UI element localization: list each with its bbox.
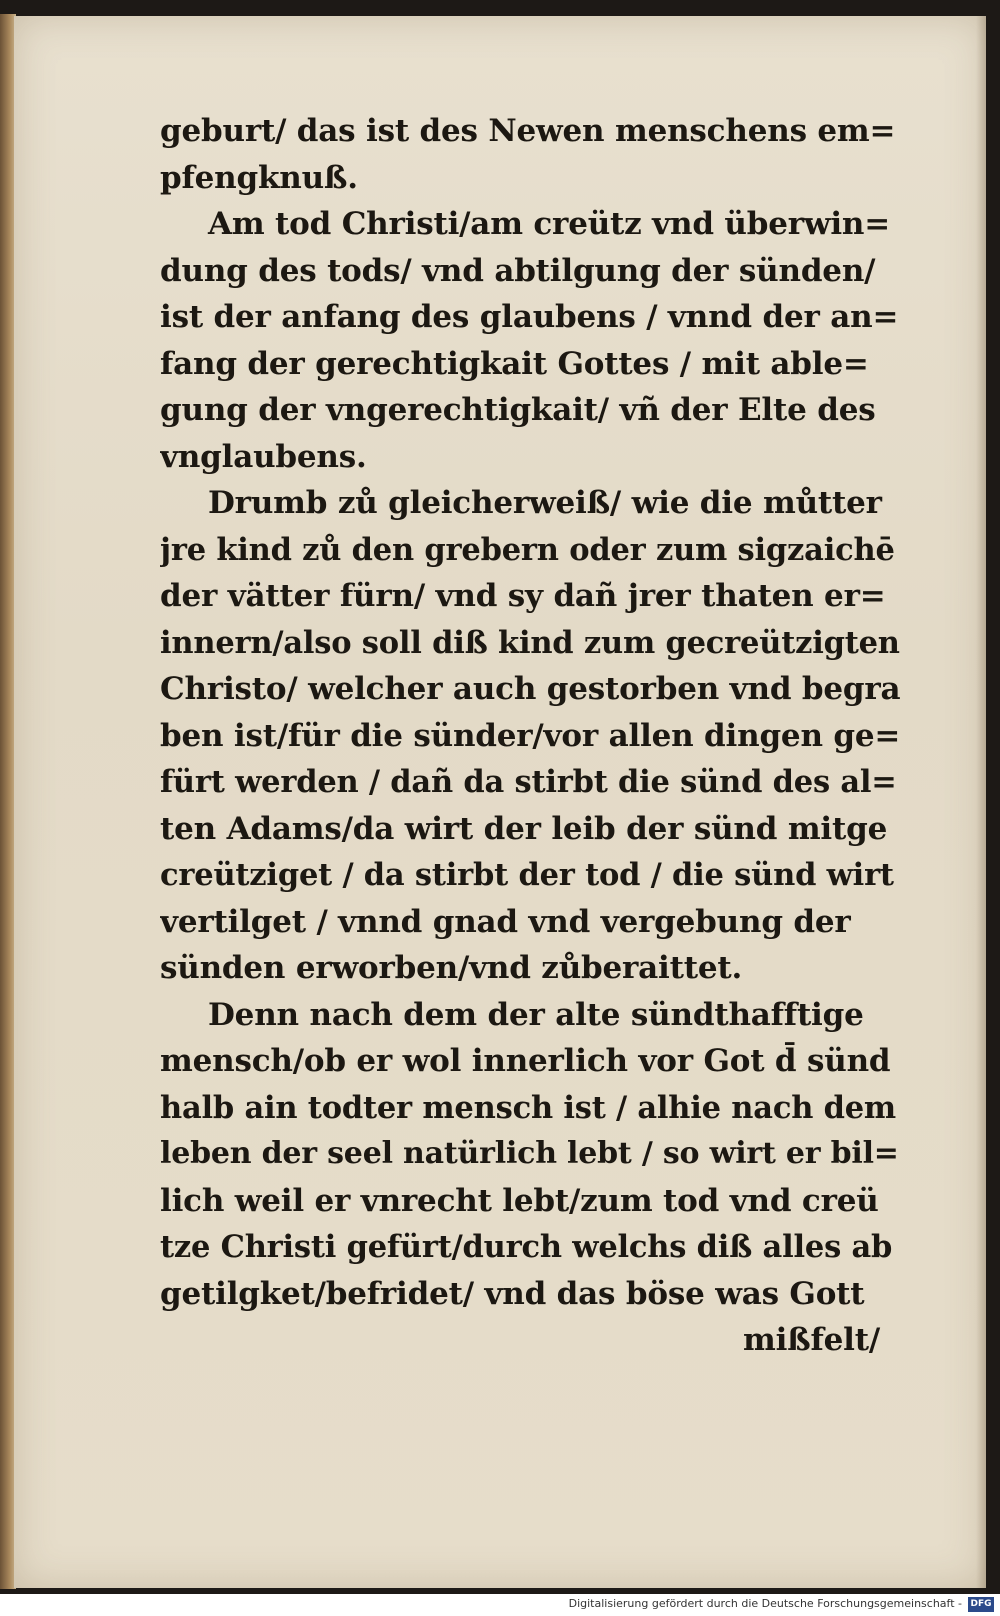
funding-credit: Digitalisierung gefördert durch die Deutsche Forschungsgemeinschaft - xyxy=(568,1597,962,1610)
text-line: jre kind zů den grebern oder zum sigzaichē xyxy=(160,531,895,568)
text-line: tze Christi gefürt/durch welchs diß alles ab xyxy=(160,1229,893,1265)
text-line: ben ist/für die sünder/vor allen dingen ge= xyxy=(160,717,900,754)
text-line: pfengknuß. xyxy=(160,159,358,196)
text-line: Christo/ welcher auch gestorben vnd begra xyxy=(160,671,900,707)
text-line: innern/also soll diß kind zum gecreützigten xyxy=(160,624,900,661)
text-line: creütziget / da stirbt der tod / die sünd wirt xyxy=(160,857,894,893)
dfg-logo: DFG xyxy=(968,1597,994,1612)
text-line: dung des tods/ vnd abtilgung der sünden/ xyxy=(160,252,876,289)
text-line: fürt werden / dañ da stirbt die sünd des al= xyxy=(160,764,897,800)
text-line: leben der seel natürlich lebt / so wirt er bil= xyxy=(160,1136,899,1171)
text-line: ten Adams/da wirt der leib der sünd mitge xyxy=(160,810,888,847)
page-text xyxy=(160,108,900,1364)
text-line: Denn nach dem der alte sündthafftige xyxy=(208,996,864,1033)
text-line: geburt/ das ist des Newen menschens em= xyxy=(160,113,896,149)
text-line: sünden erworben/vnd zůberaittet. xyxy=(160,950,743,986)
text-line: mensch/ob er wol innerlich vor Got d̄ sünd xyxy=(160,1043,891,1079)
text-line: der vätter fürn/ vnd sy dañ jrer thaten er= xyxy=(160,578,886,614)
text-line: ist der anfang des glaubens / vnnd der an= xyxy=(160,299,899,335)
credit-footer xyxy=(0,1594,1000,1616)
text-line: gung der vngerechtigkait/ vñ der Elte des xyxy=(160,392,876,428)
catchword: mißfelt/ xyxy=(742,1322,880,1358)
text-line: vertilget / vnnd gnad vnd vergebung der xyxy=(160,903,851,940)
page-shadow xyxy=(976,16,986,1588)
text-line: lich weil er vnrecht lebt/zum tod vnd creü xyxy=(160,1182,879,1219)
text-line: Drumb zů gleicherweiß/ wie die můtter xyxy=(208,485,882,521)
text-line: halb ain todter mensch ist / alhie nach dem xyxy=(160,1089,896,1126)
text-line: fang der gerechtigkait Gottes / mit able= xyxy=(160,345,869,382)
text-line: vnglaubens. xyxy=(160,438,367,475)
text-line: Am tod Christi/am creütz vnd überwin= xyxy=(208,206,891,242)
text-line: getilgket/befridet/ vnd das böse was Gott xyxy=(160,1275,865,1312)
